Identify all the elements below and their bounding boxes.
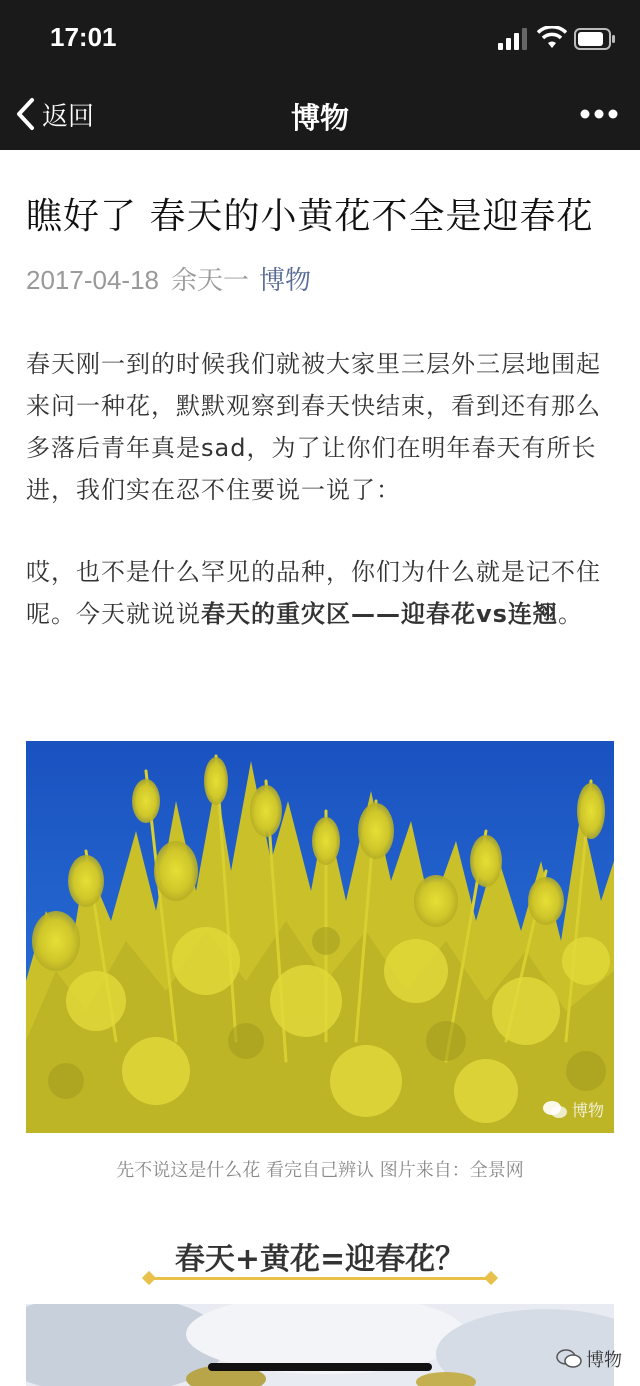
paragraph <box>26 551 614 635</box>
wifi-icon <box>537 26 567 50</box>
wechat-icon <box>556 1349 582 1369</box>
watermark-text: 博物 <box>571 1101 604 1120</box>
second-photo <box>26 1304 614 1386</box>
article-author: 余天一 <box>171 265 250 295</box>
watermark-text: 博物 <box>586 1350 622 1371</box>
paragraph-text: 哎，也不是什么罕见的品种，你们为什么就是记不住呢。今天就说说 <box>26 558 601 628</box>
article-meta <box>26 260 614 297</box>
article-title: 瞧好了 春天的小黄花不全是迎春花 <box>26 196 594 237</box>
heading-underline <box>148 1277 492 1280</box>
wechat-icon <box>542 1100 568 1120</box>
image-caption: 先不说这是什么花 看完自己辨认 图片来自：全景网 <box>116 1160 524 1181</box>
article-body <box>26 150 614 659</box>
section-heading: 春天+黄花=迎春花？ <box>174 1242 466 1277</box>
nav-bar <box>0 78 640 150</box>
status-bar <box>0 0 640 78</box>
paragraph: 春天刚一到的时候我们就被大家里三层外三层地围起来问一种花，默默观察到春天快结束，看到还有那么多落后青年真是sad，为了让你们在明年春天有所长进，我们实在忍不住要说一说了： <box>26 350 601 504</box>
status-time: 17:01 <box>50 22 117 52</box>
nav-title: 博物 <box>290 101 349 135</box>
forsythia-photo <box>26 741 614 1133</box>
back-label: 返回 <box>42 101 95 132</box>
bottom-watermark <box>556 1346 622 1372</box>
paragraph-text: 。 <box>557 600 583 628</box>
battery-icon <box>574 28 616 50</box>
article-date: 2017-04-18 <box>26 265 159 295</box>
home-indicator[interactable] <box>208 1363 432 1371</box>
image-watermark <box>542 1098 604 1121</box>
more-options-icon[interactable] <box>580 102 618 126</box>
cellular-signal-icon <box>498 28 530 50</box>
article-image[interactable] <box>26 741 614 1133</box>
article-image[interactable] <box>26 1304 614 1386</box>
account-link[interactable]: 博物 <box>259 265 312 295</box>
paragraph-bold-text: 春天的重灾区——迎春花vs连翘 <box>201 600 558 628</box>
